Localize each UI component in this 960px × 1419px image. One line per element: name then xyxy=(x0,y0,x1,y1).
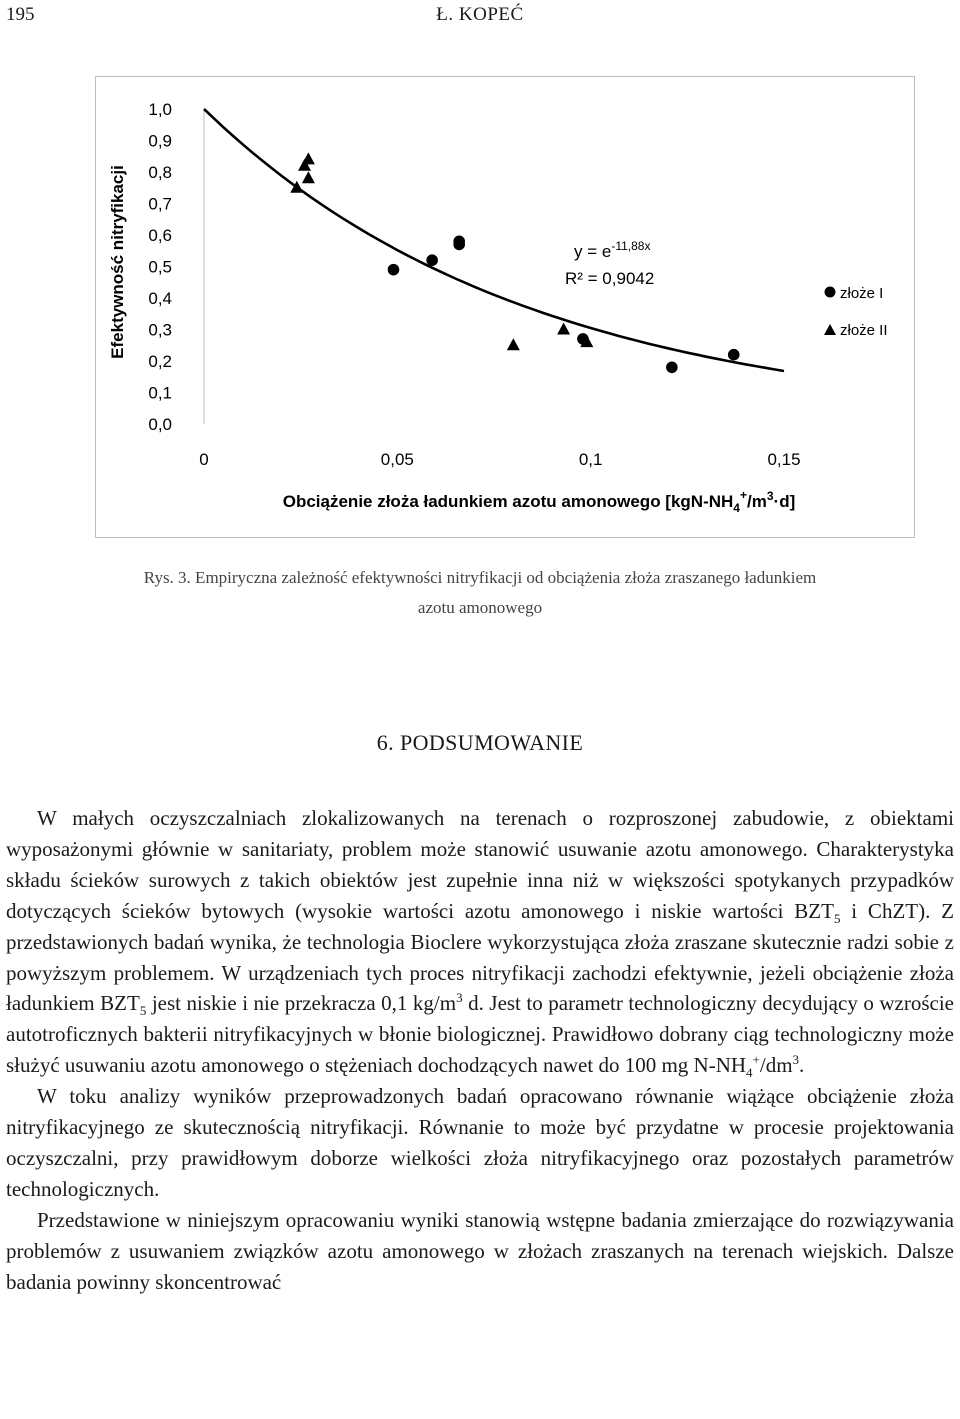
paragraph-1-part-f: . xyxy=(799,1053,805,1078)
paragraph-1-part-d: d. Jest to parametr technologiczny decydujący o wzroście autotroficznych bakterii nitryfikacyjnych w błonie biologicznej. Prawidłowo dobrany ciąg technologiczny może służyć usuwaniu azotu amonowego o stężeniach dochodzących nawet do 100 mg N-NH xyxy=(6,991,954,1078)
paragraph-2: W toku analizy wyników przeprowadzonych badań opracowano równanie wiążące obciążenie złoża nitryfikacyjnego ze skutecznością nitryfikacji. Równanie to może być przydatne w procesie projektowania oczyszczalni, przy prawidłowym doborze wielkości złoża nitryfikacyjnego oraz pozostałych parametrów technologicznych. xyxy=(6,1084,954,1201)
x-tick-label: 0,15 xyxy=(767,450,801,469)
trendline-r-squared: R² = 0,9042 xyxy=(565,269,655,288)
trendline-equation-base: y = e xyxy=(574,242,612,261)
data-point-zloze-2 xyxy=(557,323,570,335)
data-point-zloze-2 xyxy=(507,338,520,350)
paragraph-1-part-b: i ChZT). Z przedstawionych badań wynika, że technologia Bioclere wykorzystująca złoża zraszane skutecznie radzi sobie z powyższym problemem. W urządzeniach tych proces nitryfikacji zachodzi efektywnie, jeżeli obciążenie złoża ładunkiem BZT xyxy=(6,898,954,1016)
trendline-equation-exponent: -11,88x xyxy=(611,239,651,253)
data-point-zloze-1 xyxy=(426,254,438,266)
x-tick-label: 0 xyxy=(199,450,209,469)
paragraph-1-part-e: /dm xyxy=(759,1053,793,1078)
x-axis-title-main: Obciążenie złoża ładunkiem azotu amonowego [kgN-NH xyxy=(282,492,734,511)
x-tick-label: 0,05 xyxy=(380,450,414,469)
paragraph-1-part-c: jest niskie i nie przekracza 0,1 kg/m xyxy=(146,991,457,1016)
y-tick-label: 0,1 xyxy=(148,383,172,403)
y-tick-label: 0,2 xyxy=(148,352,172,371)
y-tick-label: 0,5 xyxy=(148,257,172,277)
y-tick-label: 0,8 xyxy=(148,163,172,182)
x-axis-title-unit-end: ·d] xyxy=(773,492,796,511)
legend-label-zloze-1: złoże I xyxy=(840,285,884,302)
paragraph-1-sup-2: + xyxy=(752,1052,760,1068)
legend-marker-circle xyxy=(825,287,836,298)
paragraph-3: Przedstawione w niniejszym opracowaniu wyniki stanowią wstępne badania zmierzające do rozwiązywania problemów z usuwaniem związków azotu amonowego w złożach zraszanych na terenach wiejskich. Dalsze badania powinny skoncentrować xyxy=(6,1207,954,1294)
y-tick-label: 0,9 xyxy=(148,131,172,151)
data-point-zloze-1 xyxy=(388,264,400,276)
page-header xyxy=(6,4,954,30)
chart-legend xyxy=(824,285,888,339)
y-axis-title: Efektywność nitryfikacji xyxy=(108,165,127,359)
y-axis-title-group xyxy=(108,165,127,359)
x-tick-labels xyxy=(199,450,800,469)
trendline-equation xyxy=(574,239,650,261)
x-axis-title-unit-mid: /m xyxy=(747,492,767,511)
y-tick-label: 1,0 xyxy=(148,100,172,119)
figure-chart xyxy=(95,76,915,538)
paragraph-1-sub-1: 5 xyxy=(833,910,841,926)
x-axis-title-sub: 4 xyxy=(733,501,740,515)
y-tick-label: 0,7 xyxy=(148,194,172,214)
figure-caption-line-1: Rys. 3. Empiryczna zależność efektywności nitryfikacji od obciążenia złoża zraszanego ładunkiem xyxy=(143,568,817,587)
x-axis-title-unit-sup: 3 xyxy=(766,489,774,503)
paragraph-1 xyxy=(6,803,954,1081)
figure-caption-line-2: azotu amonowego xyxy=(417,598,543,617)
x-axis-title xyxy=(283,488,796,515)
x-axis-title-sup: + xyxy=(739,488,748,502)
y-tick-labels xyxy=(148,100,172,434)
data-point-zloze-1 xyxy=(453,239,465,251)
data-point-zloze-2 xyxy=(302,152,315,164)
x-tick-label: 0,1 xyxy=(578,450,603,469)
data-point-zloze-1 xyxy=(728,349,740,361)
y-tick-label: 0,0 xyxy=(148,415,172,434)
paragraph-1-sup-1: 3 xyxy=(456,990,463,1006)
data-point-zloze-2 xyxy=(302,171,315,183)
trendline xyxy=(204,109,784,371)
y-tick-label: 0,6 xyxy=(148,226,172,245)
legend-label-zloze-2: złoże II xyxy=(840,322,888,339)
data-point-zloze-1 xyxy=(666,362,678,374)
scatter-chart xyxy=(96,77,914,537)
paragraph-1-sup-3: 3 xyxy=(792,1052,800,1068)
page-number: 195 xyxy=(6,4,35,25)
y-tick-label: 0,4 xyxy=(148,289,172,308)
data-points xyxy=(290,152,739,373)
running-head: Ł. KOPEĆ xyxy=(436,4,524,25)
paragraph-1-sub-3: 4 xyxy=(746,1065,753,1081)
legend-marker-triangle xyxy=(824,324,836,335)
paragraph-1-sub-2: 5 xyxy=(139,1003,147,1019)
section-title: 6. PODSUMOWANIE xyxy=(376,730,584,755)
y-tick-label: 0,3 xyxy=(148,320,172,340)
body-text xyxy=(6,803,954,1298)
paragraph-1-part-a: W małych oczyszczalniach zlokalizowanych na terenach o rozproszonej zabudowie, z obiektami wyposażonymi głównie w sanitariaty, problem może stanowić usuwanie azotu amonowego. Charakterystyka składu ścieków surowych z takich obiektów jest zupełnie inna niż w większości spotykanych przypadków dotyczących ścieków bytowych (wysokie wartości azotu amonowego i niskie wartości BZT xyxy=(6,806,954,923)
